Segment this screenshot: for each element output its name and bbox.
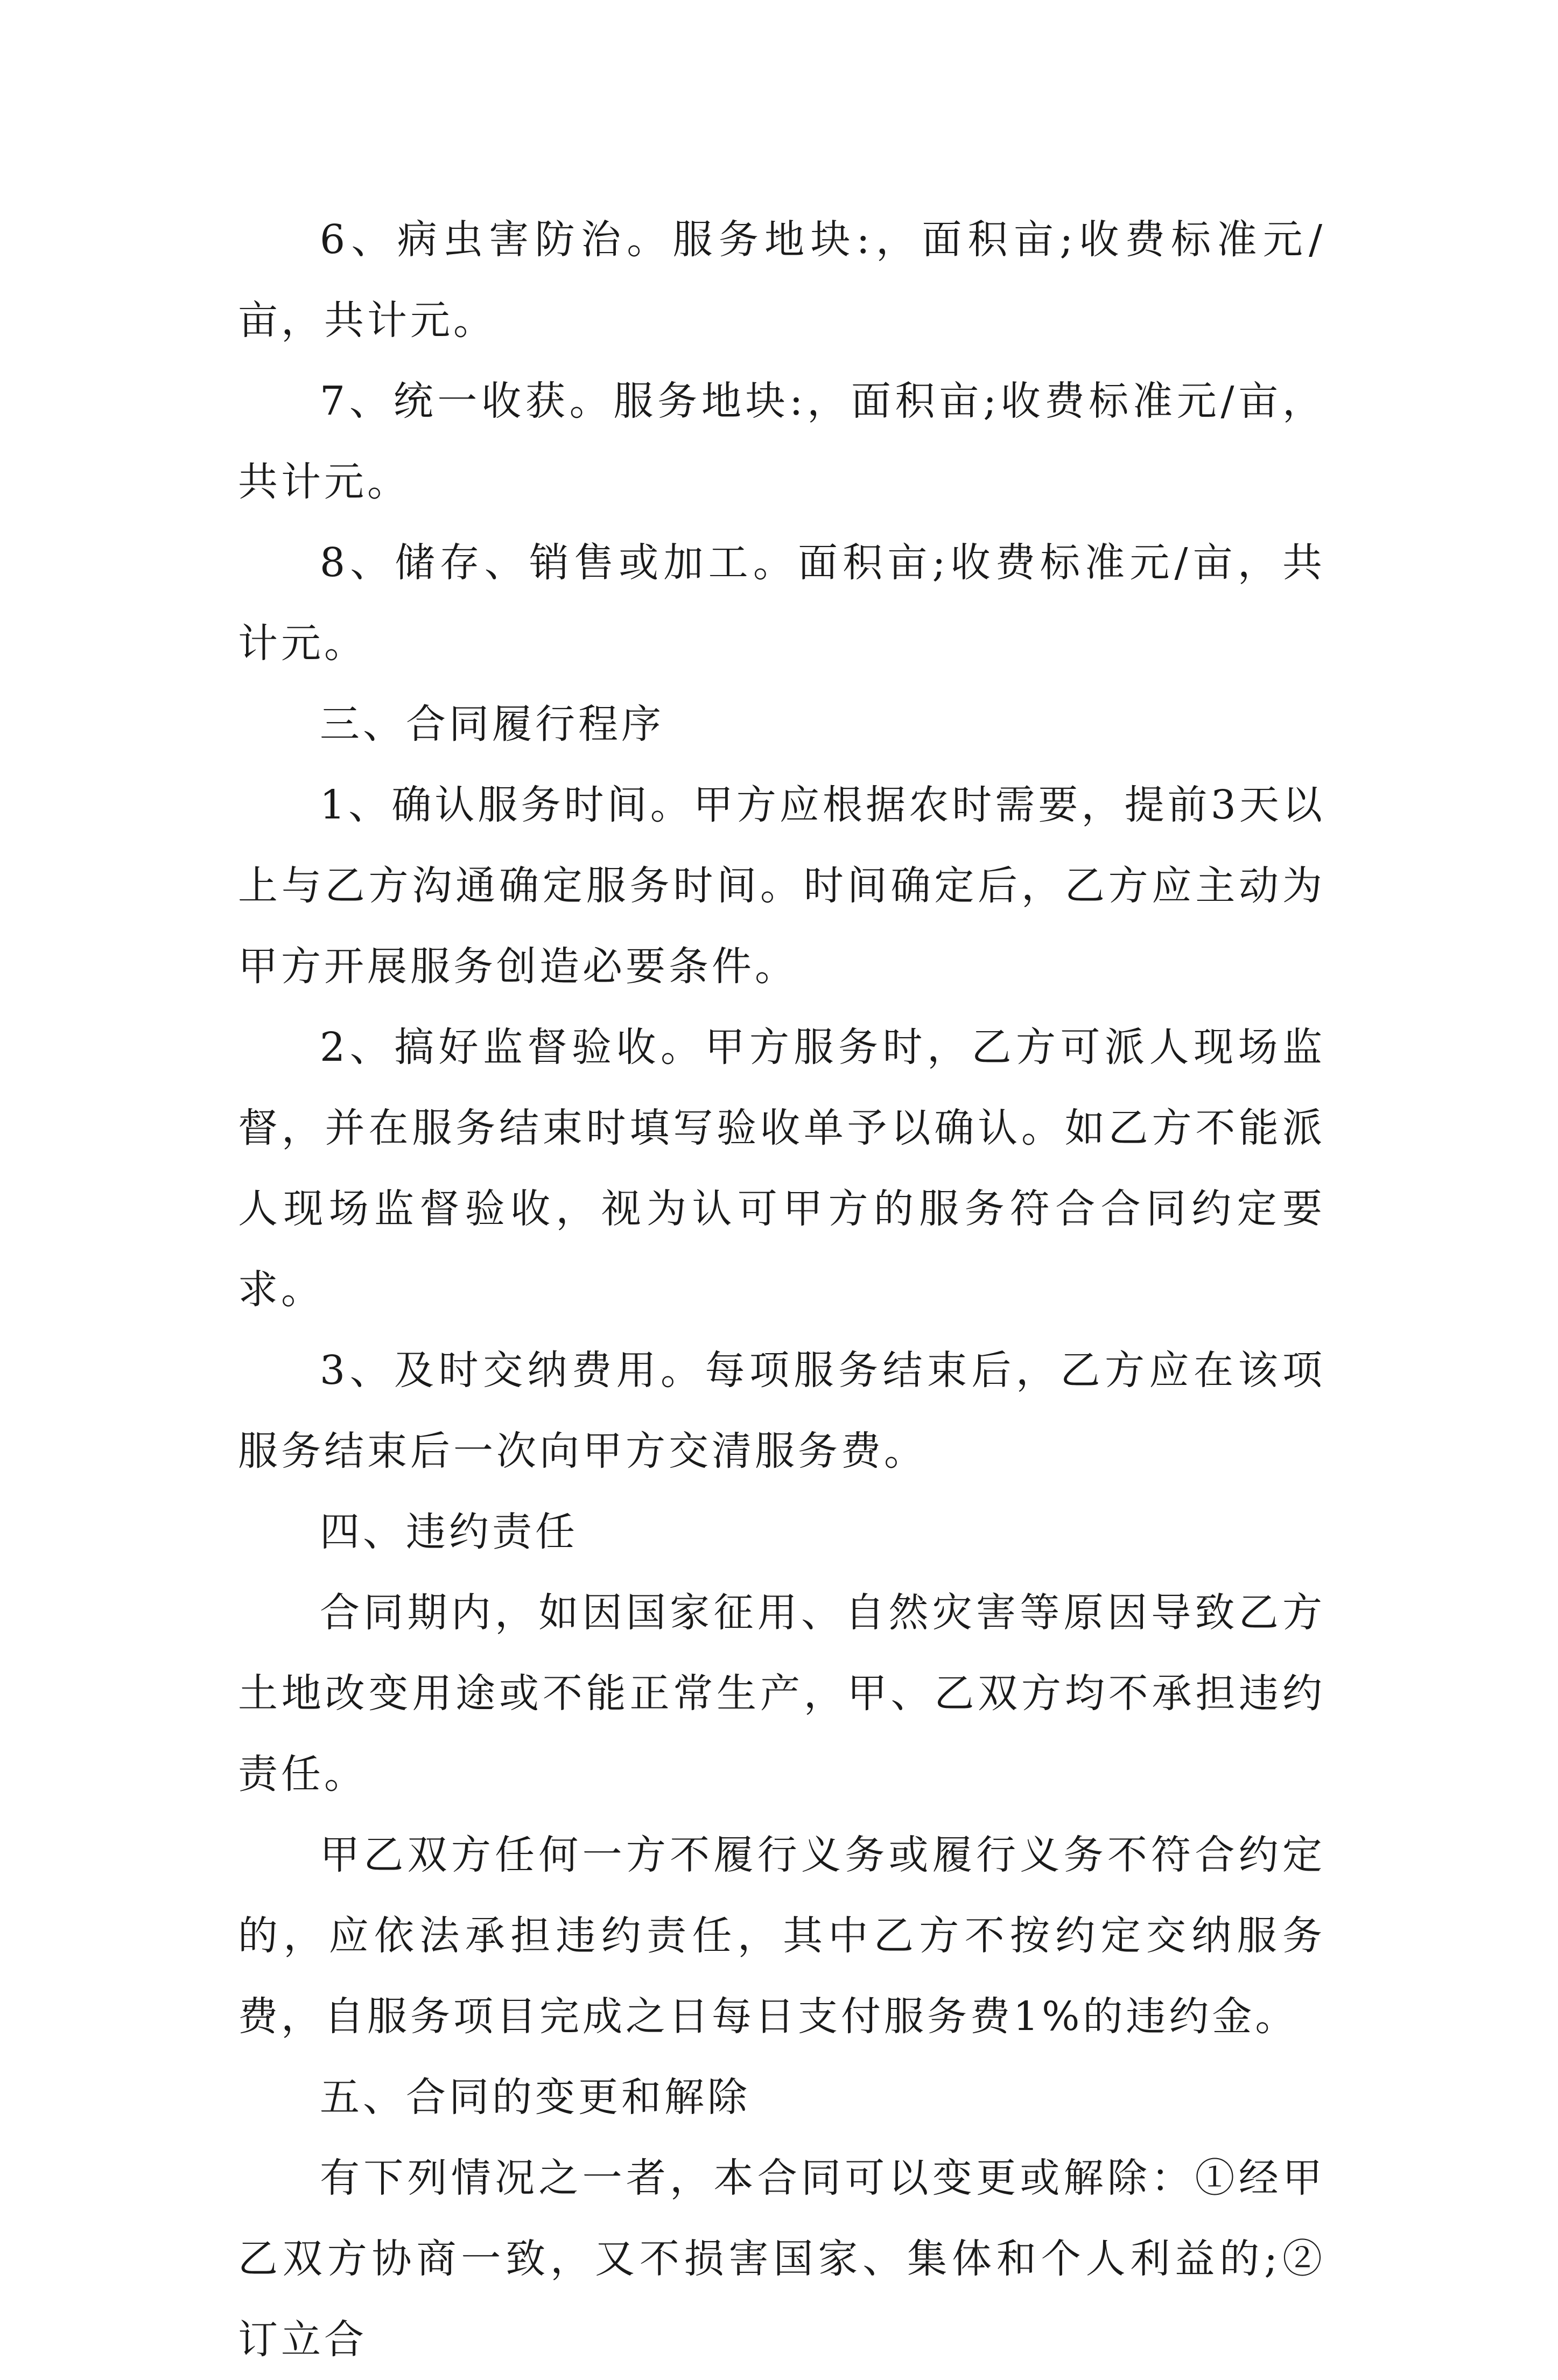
clause-3-payment: 3、及时交纳费用。每项服务结束后，乙方应在该项服务结束后一次向甲方交清服务费。 [238,1347,1325,1474]
liability-force-majeure: 合同期内，如因国家征用、自然灾害等原因导致乙方土地改变用途或不能正常生产，甲、乙双方均不承担违约责任。 [238,1590,1325,1797]
clause-2-supervision: 2、搞好监督验收。甲方服务时，乙方可派人现场监督，并在服务结束时填写验收单予以确认。如乙方不能派人现场监督验收，视为认可甲方的服务符合合同约定要求。 [238,1024,1325,1313]
clause-1-confirm-time: 1、确认服务时间。甲方应根据农时需要，提前3天以上与乙方沟通确定服务时间。时间确定后，乙方应主动为甲方开展服务创造必要条件。 [238,782,1325,990]
section-heading-modification: 五、合同的变更和解除 [320,2074,750,2120]
liability-breach: 甲乙双方任何一方不履行义务或履行义务不符合约定的，应依法承担违约责任，其中乙方不按约定交纳服务费，自服务项目完成之日每日支付服务费1%的违约金。 [238,1832,1325,2040]
modification-conditions: 有下列情况之一者，本合同可以变更或解除：①经甲乙双方协商一致，又不损害国家、集体和个人利益的;②订立合 [238,2155,1325,2363]
clause-7-harvest: 7、统一收获。服务地块:，面积亩;收费标准元/亩，共计元。 [238,378,1325,505]
clause-6-pest-control: 6、病虫害防治。服务地块:，面积亩;收费标准元/亩，共计元。 [238,216,1325,344]
document-body [238,199,1325,2380]
section-heading-liability: 四、违约责任 [320,1509,578,1555]
clause-8-storage-sales: 8、储存、销售或加工。面积亩;收费标准元/亩，共计元。 [238,540,1325,667]
section-heading-performance: 三、合同履行程序 [320,701,664,747]
